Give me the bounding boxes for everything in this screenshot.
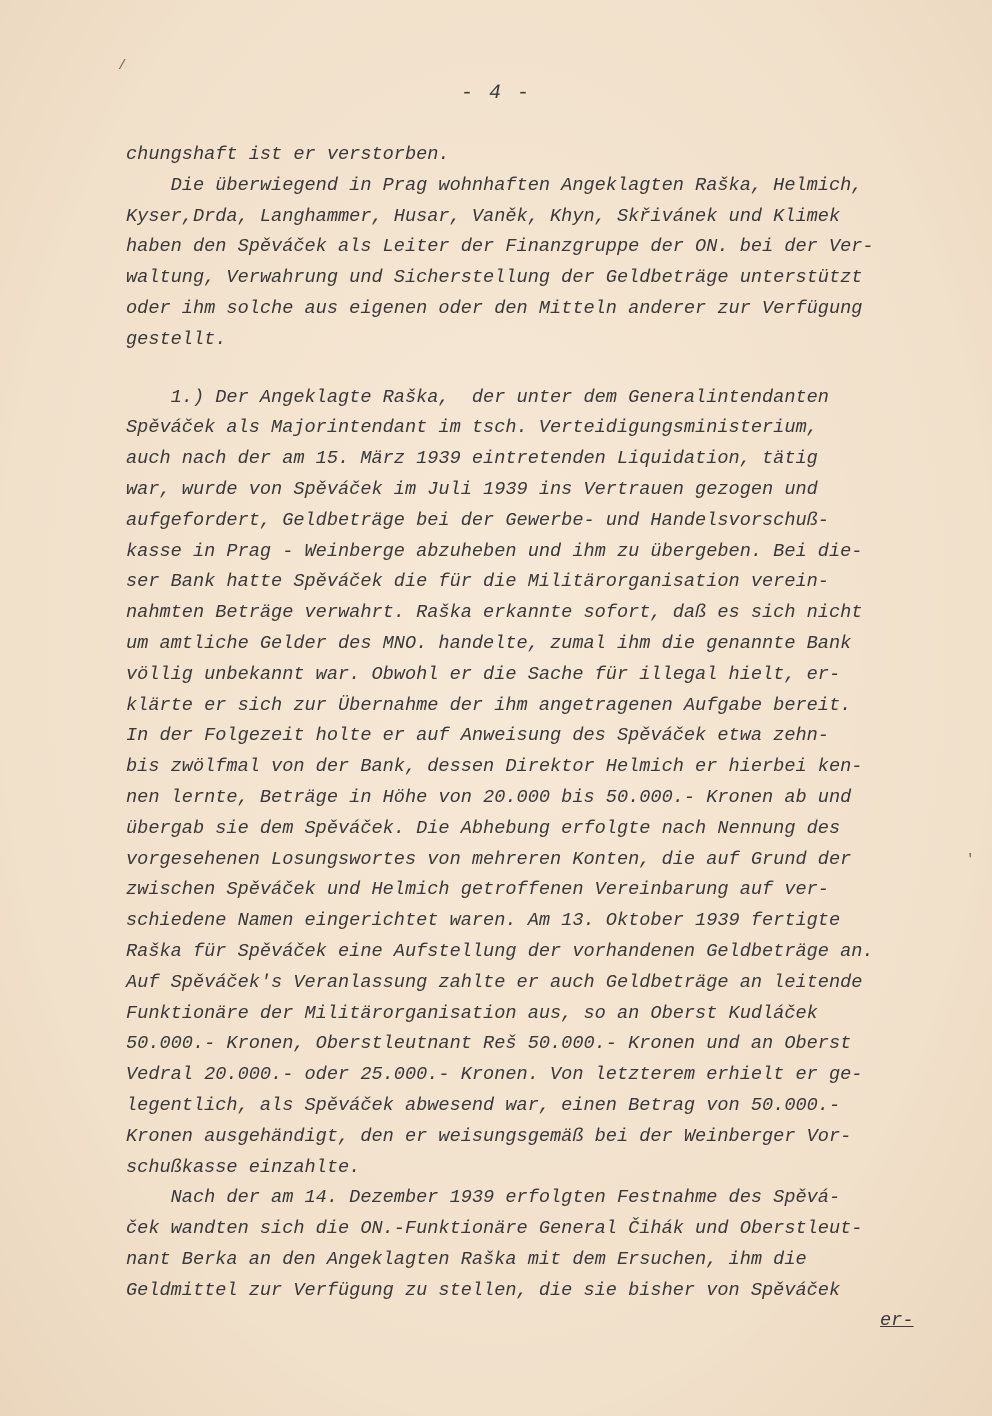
pencil-mark: / bbox=[118, 58, 127, 74]
text-line: Geldmittel zur Verfügung zu stellen, die sie bisher von Spěváček bbox=[126, 1279, 841, 1301]
pencil-mark: ' bbox=[966, 852, 975, 868]
text-line: Nach der am 14. Dezember 1939 erfolgten Festnahme des Spěvá- bbox=[126, 1187, 841, 1209]
text-line: war, wurde von Spěváček im Juli 1939 ins Vertrauen gezogen und bbox=[126, 478, 818, 500]
text-line: waltung, Verwahrung und Sicherstellung der Geldbeträge unterstützt bbox=[126, 267, 863, 289]
text-line: 50.000.- Kronen, Oberstleutnant Reš 50.000.- Kronen und an Oberst bbox=[126, 1033, 852, 1055]
document-body bbox=[126, 140, 966, 1306]
text-line: Kyser,Drda, Langhammer, Husar, Vaněk, Khyn, Skřivánek und Klimek bbox=[126, 205, 841, 227]
text-line: schußkasse einzahlte. bbox=[126, 1156, 361, 1178]
text-line: oder ihm solche aus eigenen oder den Mitteln anderer zur Verfügung bbox=[126, 297, 863, 319]
text-line: Raška für Spěváček eine Aufstellung der vorhandenen Geldbeträge an. bbox=[126, 940, 874, 962]
text-line: völlig unbekannt war. Obwohl er die Sache für illegal hielt, er- bbox=[126, 663, 841, 685]
text-line: haben den Spěváček als Leiter der Finanzgruppe der ON. bei der Ver- bbox=[126, 236, 874, 258]
text-line: ser Bank hatte Spěváček die für die Militärorganisation verein- bbox=[126, 571, 829, 593]
text-line: schiedene Namen eingerichtet waren. Am 13. Oktober 1939 fertigte bbox=[126, 910, 841, 932]
text-line: ček wandten sich die ON.-Funktionäre General Čihák und Oberstleut- bbox=[126, 1218, 863, 1240]
text-line: klärte er sich zur Übernahme der ihm angetragenen Aufgabe bereit. bbox=[126, 694, 852, 716]
text-line: chungshaft ist er verstorben. bbox=[126, 144, 450, 165]
text-line: Die überwiegend in Prag wohnhaften Angeklagten Raška, Helmich, bbox=[126, 174, 863, 196]
text-line: zwischen Spěváček und Helmich getroffenen Vereinbarung auf ver- bbox=[126, 879, 829, 901]
text-line: gestellt. bbox=[126, 328, 227, 350]
paragraph-gap bbox=[126, 356, 966, 383]
page-number: - 4 - bbox=[460, 82, 531, 105]
text-line: In der Folgezeit holte er auf Anweisung des Spěváček etwa zehn- bbox=[126, 725, 829, 747]
text-line: kasse in Prag - Weinberge abzuheben und ihm zu übergeben. Bei die- bbox=[126, 540, 863, 562]
text-line: vorgesehenen Losungswortes von mehreren Konten, die auf Grund der bbox=[126, 848, 852, 870]
text-line: Funktionäre der Militärorganisation aus, so an Oberst Kudláček bbox=[126, 1002, 818, 1024]
text-line: Auf Spěváček's Veranlassung zahlte er auch Geldbeträge an leitende bbox=[126, 971, 863, 993]
catchword: er- bbox=[880, 1310, 914, 1331]
text-line: Vedral 20.000.- oder 25.000.- Kronen. Von letzterem erhielt er ge- bbox=[126, 1064, 863, 1086]
text-line: übergab sie dem Spěváček. Die Abhebung erfolgte nach Nennung des bbox=[126, 817, 841, 839]
paragraph-intro bbox=[126, 140, 966, 356]
text-line: um amtliche Gelder des MNO. handelte, zumal ihm die genannte Bank bbox=[126, 632, 852, 654]
text-line: legentlich, als Spěváček abwesend war, einen Betrag von 50.000.- bbox=[126, 1094, 841, 1116]
text-line: nant Berka an den Angeklagten Raška mit dem Ersuchen, ihm die bbox=[126, 1248, 807, 1270]
text-line: Spěváček als Majorintendant im tsch. Verteidigungsministerium, bbox=[126, 417, 818, 439]
text-line: 1.) Der Angeklagte Raška, der unter dem Generalintendanten bbox=[126, 386, 829, 408]
text-line: nen lernte, Beträge in Höhe von 20.000 bis 50.000.- Kronen ab und bbox=[126, 786, 852, 808]
paragraph-section-1 bbox=[126, 383, 966, 1307]
text-line: auch nach der am 15. März 1939 eintretenden Liquidation, tätig bbox=[126, 448, 818, 470]
text-line: bis zwölfmal von der Bank, dessen Direktor Helmich er hierbei ken- bbox=[126, 756, 863, 778]
text-line: aufgefordert, Geldbeträge bei der Gewerbe- und Handelsvorschuß- bbox=[126, 509, 829, 531]
text-line: Kronen ausgehändigt, den er weisungsgemäß bei der Weinberger Vor- bbox=[126, 1125, 852, 1147]
text-line: nahmten Beträge verwahrt. Raška erkannte sofort, daß es sich nicht bbox=[126, 602, 863, 624]
